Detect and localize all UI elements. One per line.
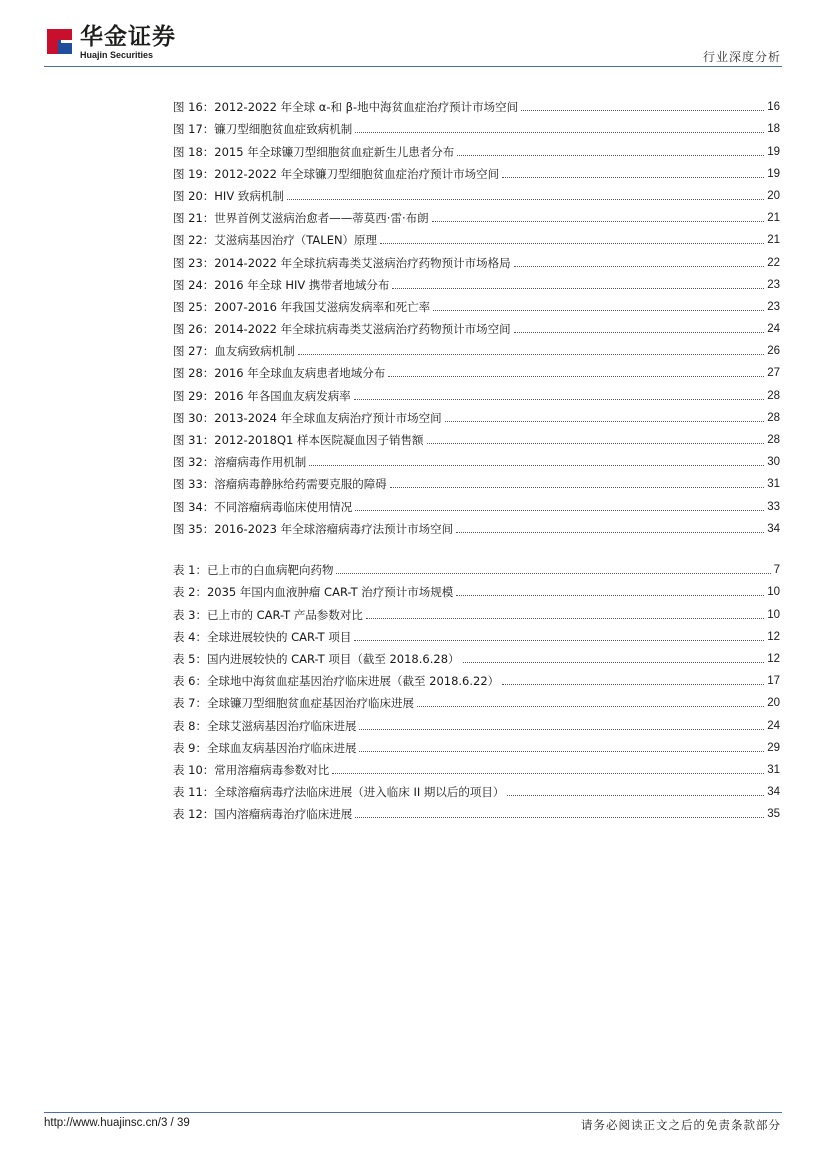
dot-leader [457,154,764,156]
toc-page-number: 35 [767,808,780,821]
figure-toc-entry[interactable] [173,403,780,425]
brand-name-en: Huajin Securities [80,50,154,60]
dot-leader [388,375,764,377]
toc-page-number: 24 [767,719,780,732]
toc-entry-title: 图 26：2014-2022 年全球抗病毒类艾滋病治疗药物预计市场空间 [173,322,511,337]
toc-entry-title: 表 2：2035 年国内血液肿瘤 CAR-T 治疗预计市场规模 [173,585,454,600]
toc-entry-title: 图 33：溶瘤病毒静脉给药需要克服的障碍 [173,477,387,492]
dot-leader [390,486,764,488]
dot-leader [355,509,764,511]
table-toc-entry[interactable] [173,555,780,577]
toc-page-number: 31 [767,763,780,776]
huajin-logo-icon [44,26,75,57]
dot-leader [355,816,764,818]
document-type: 行业深度分析 [702,50,781,64]
toc-entry-title: 表 7：全球镰刀型细胞贫血症基因治疗临床进展 [173,696,414,711]
table-toc-entry[interactable] [173,688,780,710]
dot-leader [456,594,764,596]
toc-entry-title: 图 34：不同溶瘤病毒临床使用情况 [173,499,353,514]
figure-toc-entry[interactable] [173,425,780,447]
dot-leader [463,661,765,663]
dot-leader [445,420,765,422]
toc-page-number: 28 [767,434,780,446]
toc-entry-title: 图 16：2012-2022 年全球 α-和 β-地中海贫血症治疗预计市场空间 [173,100,519,115]
toc-entry-title: 图 17：镰刀型细胞贫血症致病机制 [173,122,353,137]
dot-leader [521,109,764,111]
footer-disclaimer: 请务必阅读正文之后的免责条款部分 [581,1118,781,1132]
page-header [0,0,827,70]
toc-page-number: 18 [767,123,780,136]
toc-page-number: 20 [767,697,780,710]
dot-leader [514,265,765,267]
toc-page-number: 16 [767,101,780,114]
figure-toc-entry[interactable] [173,336,780,358]
toc-entry-title: 表 5：国内进展较快的 CAR-T 项目（截至 2018.6.28） [173,651,460,666]
toc-entry-title: 图 18：2015 年全球镰刀型细胞贫血症新生儿患者分布 [173,144,455,159]
dot-leader [354,639,764,641]
toc-entry-title: 表 11：全球溶瘤病毒疗法临床进展（进入临床 II 期以后的项目） [173,785,505,800]
dot-leader [380,242,764,244]
figure-toc-entry[interactable] [173,514,780,536]
toc-entry-title: 表 1：已上市的白血病靶向药物 [173,563,334,578]
dot-leader [354,398,764,400]
dot-leader [336,572,770,574]
table-toc-entry[interactable] [173,777,780,799]
toc-page-number: 21 [767,212,780,225]
dot-leader [355,131,764,133]
toc-page-number: 23 [767,300,780,313]
table-toc-entry[interactable] [173,733,780,755]
toc-page-number: 24 [767,323,780,336]
figure-list [173,92,780,536]
figure-toc-entry[interactable] [173,469,780,491]
toc-page-number: 10 [767,608,780,621]
figure-toc-entry[interactable] [173,225,780,247]
dot-leader [359,750,764,752]
dot-leader [507,794,764,796]
dot-leader [417,705,764,707]
toc-page-number: 17 [767,675,780,688]
toc-page-number: 19 [767,145,780,158]
toc-page-number: 27 [767,367,780,380]
toc-entry-title: 图 31：2012-2018Q1 样本医院凝血因子销售额 [173,433,424,447]
toc-entry-title: 图 27：血友病致病机制 [173,344,295,359]
toc-page-number: 12 [767,630,780,643]
figure-toc-entry[interactable] [173,247,780,269]
dot-leader [298,353,764,355]
toc-page-number: 28 [767,411,780,424]
dot-leader [332,772,764,774]
toc-page-number: 7 [773,564,780,577]
table-list [173,555,780,821]
dot-leader [309,464,764,466]
table-toc-entry[interactable] [173,755,780,777]
toc-page-number: 34 [767,786,780,799]
table-toc-entry[interactable] [173,799,780,821]
toc-page-number: 21 [767,234,780,247]
toc-page-number: 34 [767,522,780,535]
figure-toc-entry[interactable] [173,292,780,314]
dot-leader [456,531,764,533]
table-toc-entry[interactable] [173,599,780,621]
footer-url-page[interactable]: http://www.huajinsc.cn/3 / 39 [44,1117,190,1129]
toc-entry-title: 图 21：世界首例艾滋病治愈者——蒂莫西·雷·布朗 [173,211,429,226]
toc-page-number: 20 [767,189,780,202]
dot-leader [514,331,765,333]
dot-leader [366,617,764,619]
table-toc-entry[interactable] [173,710,780,732]
toc-entry-title: 表 12：国内溶瘤病毒治疗临床进展 [173,807,353,822]
figure-toc-entry[interactable] [173,380,780,402]
toc-entry-title: 图 35：2016-2023 年全球溶瘤病毒疗法预计市场空间 [173,521,454,536]
figure-toc-entry[interactable] [173,270,780,292]
figure-toc-entry[interactable] [173,447,780,469]
toc-entry-title: 图 29：2016 年各国血友病发病率 [173,388,351,403]
dot-leader [359,728,764,730]
toc-entry-title: 图 23：2014-2022 年全球抗病毒类艾滋病治疗药物预计市场格局 [173,255,511,270]
toc-entry-title: 表 10：常用溶瘤病毒参数对比 [173,762,330,777]
figure-toc-entry[interactable] [173,203,780,225]
toc-entry-title: 表 6：全球地中海贫血症基因治疗临床进展（截至 2018.6.22） [173,674,500,689]
toc-entry-title: 图 25：2007-2016 年我国艾滋病发病率和死亡率 [173,299,431,314]
dot-leader [427,442,765,444]
dot-leader [432,220,765,222]
dot-leader [287,198,764,200]
toc-page-number: 30 [767,456,780,469]
dot-leader [502,683,764,685]
toc-page-number: 12 [767,652,780,665]
figure-toc-entry[interactable] [173,136,780,158]
toc-page-number: 33 [767,500,780,513]
figure-toc-entry[interactable] [173,181,780,203]
toc-entry-title: 图 24：2016 年全球 HIV 携带者地域分布 [173,277,390,292]
footer-divider [44,1112,782,1113]
figure-toc-entry[interactable] [173,314,780,336]
toc-entry-title: 图 22：艾滋病基因治疗（TALEN）原理 [173,233,378,248]
toc-page-number: 31 [767,478,780,491]
toc-entry-title: 图 28：2016 年全球血友病患者地域分布 [173,366,386,381]
table-toc-entry[interactable] [173,622,780,644]
table-toc-entry[interactable] [173,577,780,599]
toc-page-number: 19 [767,167,780,180]
toc-page-number: 10 [767,586,780,599]
figure-toc-entry[interactable] [173,92,780,114]
header-divider [44,66,782,67]
table-toc-entry[interactable] [173,644,780,666]
toc-page-number: 29 [767,741,780,754]
toc-entry-title: 表 4：全球进展较快的 CAR-T 项目 [173,629,352,644]
toc-entry-title: 图 32：溶瘤病毒作用机制 [173,455,307,470]
table-toc-entry[interactable] [173,666,780,688]
figure-toc-entry[interactable] [173,159,780,181]
toc-page-number: 23 [767,278,780,291]
figure-toc-entry[interactable] [173,491,780,513]
brand-logo [44,26,184,62]
toc-entry-title: 表 9：全球血友病基因治疗临床进展 [173,740,357,755]
toc-page-number: 22 [767,256,780,269]
toc-entry-title: 图 20：HIV 致病机制 [173,188,284,203]
toc-entry-title: 表 3：已上市的 CAR-T 产品参数对比 [173,607,363,622]
dot-leader [433,309,764,311]
toc-entry-title: 图 30：2013-2024 年全球血友病治疗预计市场空间 [173,410,442,425]
figure-toc-entry[interactable] [173,358,780,380]
brand-name-cn: 华金证券 [80,24,176,50]
toc-page-number: 28 [767,389,780,402]
toc-entry-title: 表 8：全球艾滋病基因治疗临床进展 [173,718,357,733]
dot-leader [502,176,764,178]
toc-page-number: 26 [767,345,780,358]
dot-leader [392,287,764,289]
toc-entry-title: 图 19：2012-2022 年全球镰刀型细胞贫血症治疗预计市场空间 [173,166,500,181]
figure-toc-entry[interactable] [173,114,780,136]
